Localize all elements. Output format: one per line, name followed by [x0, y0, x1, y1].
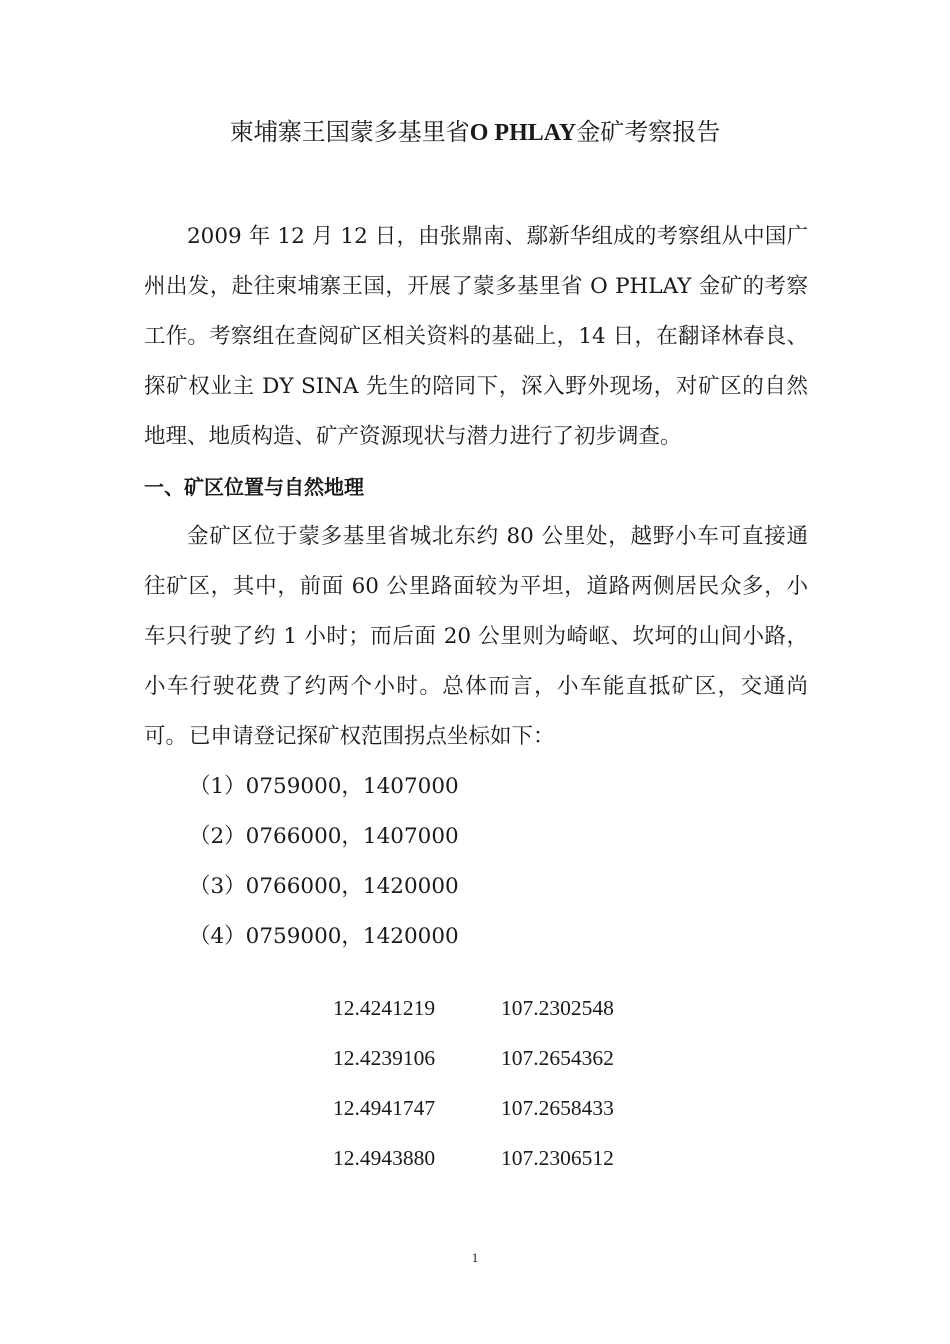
corner-point-item: （2）0766000，1407000 — [189, 824, 459, 849]
longitude-cell: 107.2306512 — [501, 1145, 614, 1170]
geo-coordinate-table — [333, 983, 641, 1183]
title-suffix: 金矿考察报告 — [576, 118, 721, 146]
corner-point-list — [189, 762, 459, 962]
corner-point-item: （1）0759000，1407000 — [189, 774, 459, 799]
longitude-cell: 107.2654362 — [501, 1045, 614, 1070]
title-mine-name: O PHLAY — [469, 120, 577, 146]
latitude-cell: 12.4943880 — [333, 1145, 436, 1170]
corner-point-item: （3）0766000，1420000 — [189, 874, 459, 899]
table-row — [333, 1033, 641, 1083]
latitude-cell: 12.4239106 — [333, 1045, 436, 1070]
longitude-cell: 107.2658433 — [501, 1095, 614, 1120]
claim-coordinates-intro: 已申请登记探矿权范围拐点坐标如下： — [189, 724, 555, 749]
page-number: 1 — [471, 1250, 479, 1265]
longitude-cell: 107.2302548 — [501, 995, 614, 1020]
title-prefix: 柬埔寨王国蒙多基里省 — [229, 118, 470, 146]
intro-paragraph: 2009 年 12 月 12 日，由张鼎南、鄢新华组成的考察组从中国广州出发，赴往柬埔寨王国，开展了蒙多基里省 O PHLAY 金矿的考察工作。考察组在查阅矿区相关资料的基础上，14 日，在翻译林春良、探矿权业主 DY SINA 先生的陪同下，深入野外现场，对矿区的自然地理、地质构造、矿产资源现状与潜力进行了初步调查。 — [144, 224, 808, 449]
corner-point-item: （4）0759000，1420000 — [189, 924, 459, 949]
section-heading-location: 一、矿区位置与自然地理 — [144, 475, 364, 499]
table-row — [333, 983, 641, 1033]
table-row — [333, 1133, 641, 1183]
latitude-cell: 12.4241219 — [333, 995, 436, 1020]
document-title — [0, 112, 950, 153]
latitude-cell: 12.4941747 — [333, 1095, 436, 1120]
access-paragraph: 金矿区位于蒙多基里省城北东约 80 公里处，越野小车可直接通往矿区，其中，前面 60 公里路面较为平坦，道路两侧居民众多，小车只行驶了约 1 小时；而后面 20 公里则为崎岖、坎坷的山间小路，小车行驶花费了约两个小时。总体而言，小车能直抵矿区，交通尚可。 — [144, 524, 808, 749]
table-row — [333, 1083, 641, 1133]
